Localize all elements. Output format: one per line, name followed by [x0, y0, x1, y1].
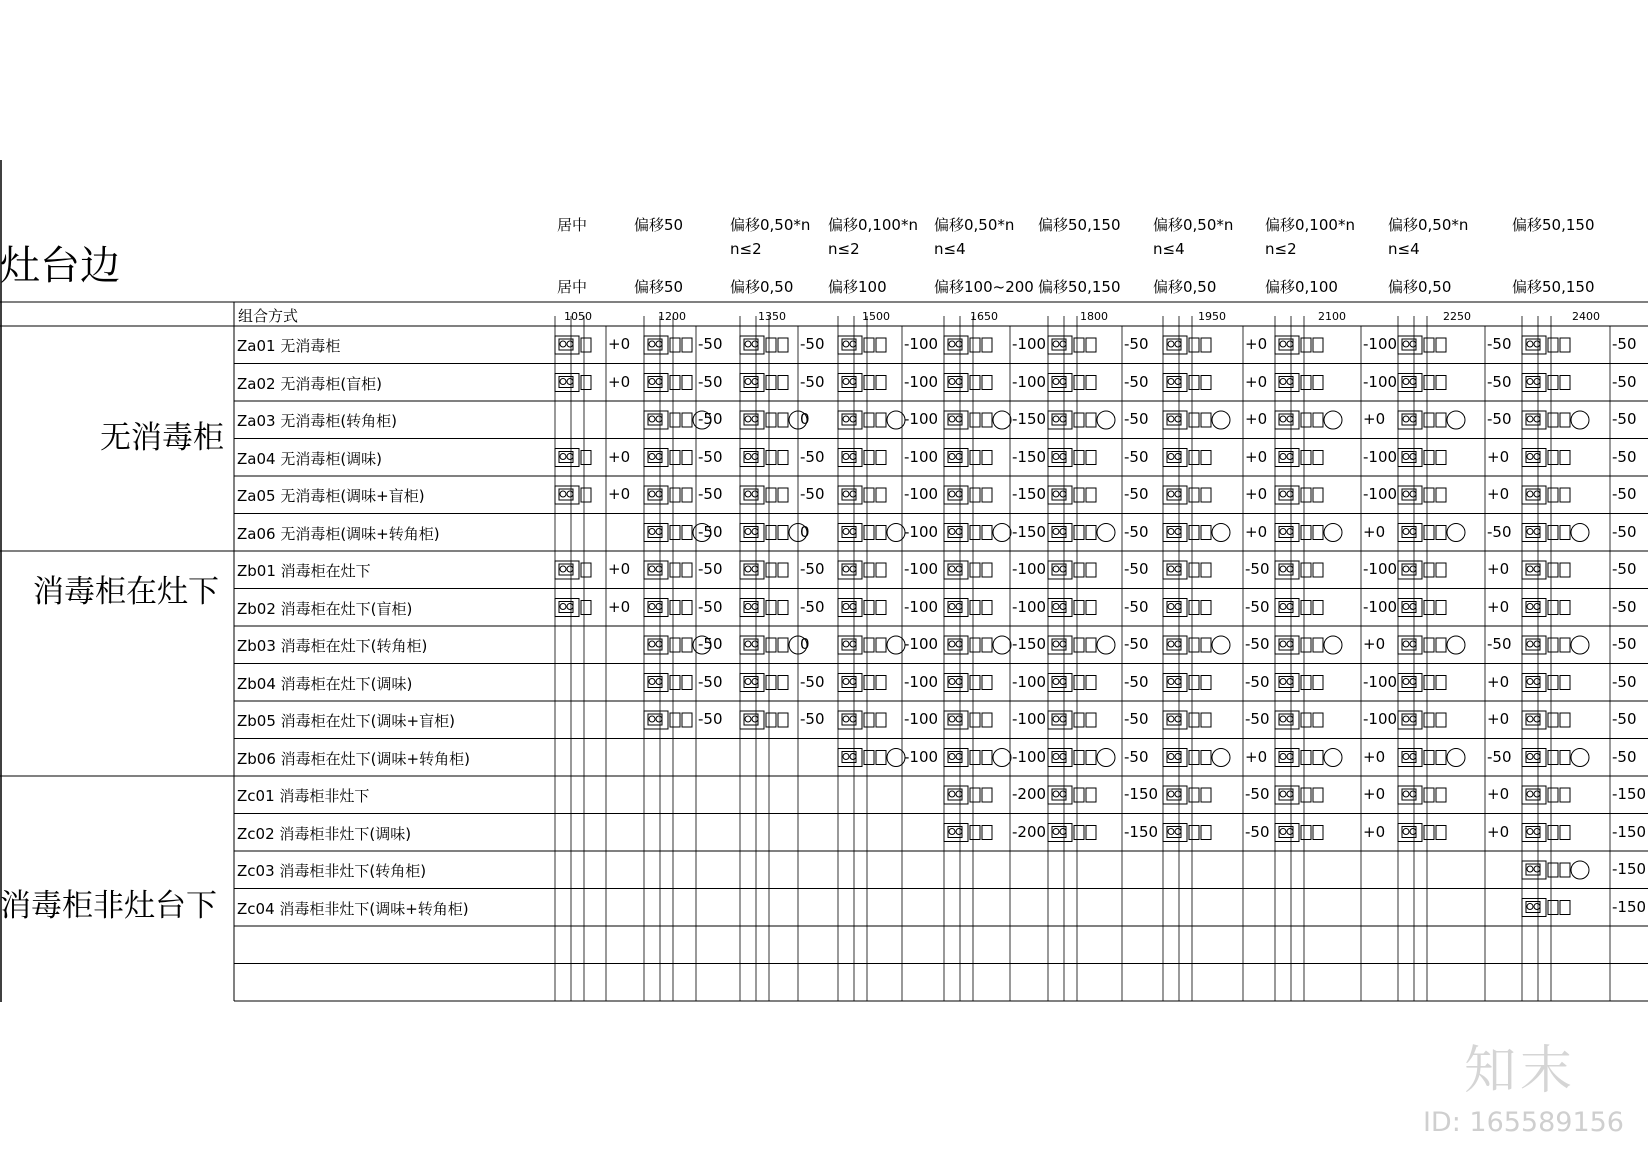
- offset-value: -150: [1012, 522, 1047, 541]
- header-option-short: 偏移50,150: [1038, 278, 1121, 296]
- offset-value: +0: [1245, 410, 1268, 428]
- corner-cabinet-icon: [1097, 524, 1115, 542]
- offset-value: -50: [800, 672, 825, 691]
- offset-value: +0: [608, 485, 631, 503]
- corner-cabinet-icon: [993, 749, 1011, 767]
- offset-value: -50: [1487, 747, 1512, 766]
- corner-cabinet-icon: [1571, 861, 1589, 879]
- corner-cabinet-icon: [1097, 636, 1115, 654]
- row-label: Zb06 消毒柜在灶下(调味+转角柜): [237, 749, 470, 768]
- header-option: 偏移0,50*n: [1153, 216, 1234, 234]
- offset-value: -50: [800, 485, 825, 503]
- offset-value: -150: [1012, 447, 1047, 466]
- width-tick-label: 1200: [658, 310, 686, 323]
- offset-value: -50: [1245, 710, 1270, 728]
- corner-cabinet-icon: [1571, 749, 1589, 767]
- offset-value: -100: [1363, 447, 1398, 466]
- corner-cabinet-icon: [993, 411, 1011, 429]
- width-tick-label: 1500: [862, 310, 890, 323]
- offset-value: -50: [698, 672, 723, 691]
- offset-value: -150: [1012, 485, 1047, 503]
- offset-value: -100: [904, 335, 939, 353]
- offset-value: -100: [904, 372, 939, 391]
- offset-value: -50: [1612, 372, 1637, 391]
- offset-value: -150: [1612, 897, 1647, 916]
- offset-value: -150: [1124, 822, 1159, 841]
- corner-cabinet-icon: [1324, 636, 1342, 654]
- combo-label: 组合方式: [238, 307, 299, 325]
- header-option-short: 偏移0,50: [730, 278, 794, 296]
- offset-value: +0: [1487, 447, 1510, 466]
- corner-cabinet-icon: [1212, 636, 1230, 654]
- row-label: Za01 无消毒柜: [237, 337, 341, 355]
- offset-value: -50: [1487, 335, 1512, 353]
- row-label: Zb05 消毒柜在灶下(调味+盲柜): [237, 712, 455, 730]
- offset-value: +0: [608, 335, 631, 353]
- row-label: Zb02 消毒柜在灶下(盲柜): [237, 599, 413, 618]
- offset-value: -100: [1012, 335, 1047, 353]
- offset-value: -50: [1612, 447, 1637, 466]
- offset-value: 0: [800, 635, 810, 653]
- offset-value: -50: [1124, 635, 1149, 653]
- watermark-logo: 知末: [1463, 1041, 1576, 1101]
- offset-value: -50: [1612, 672, 1637, 691]
- offset-value: -50: [698, 560, 723, 578]
- corner-cabinet-icon: [1097, 749, 1115, 767]
- header-option-limit: n≤2: [828, 240, 860, 258]
- row-label: Zc04 消毒柜非灶下(调味+转角柜): [237, 899, 469, 918]
- offset-value: +0: [608, 597, 631, 616]
- row-label: Zb03 消毒柜在灶下(转角柜): [237, 637, 428, 655]
- offset-value: -50: [1612, 485, 1637, 503]
- offset-value: -50: [800, 597, 825, 616]
- page-title: 灶台边: [0, 243, 120, 289]
- row-label: Za02 无消毒柜(盲柜): [237, 374, 383, 393]
- offset-value: -50: [1124, 710, 1149, 728]
- offset-value: -100: [1363, 710, 1398, 728]
- header-option-short: 偏移0,50: [1153, 278, 1217, 296]
- row-label: Za06 无消毒柜(调味+转角柜): [237, 524, 440, 543]
- offset-value: +0: [1487, 597, 1510, 616]
- offset-value: -50: [1487, 635, 1512, 653]
- corner-cabinet-icon: [1212, 524, 1230, 542]
- offset-value: -100: [1012, 710, 1047, 728]
- offset-value: +0: [1363, 785, 1386, 803]
- corner-cabinet-icon: [1571, 524, 1589, 542]
- offset-value: +0: [608, 447, 631, 466]
- offset-value: -50: [698, 372, 723, 391]
- offset-value: -50: [1124, 410, 1149, 428]
- corner-cabinet-icon: [993, 524, 1011, 542]
- corner-cabinet-icon: [1447, 749, 1465, 767]
- offset-value: -50: [800, 710, 825, 728]
- offset-value: +0: [1245, 522, 1268, 541]
- corner-cabinet-icon: [1571, 411, 1589, 429]
- offset-value: -100: [904, 485, 939, 503]
- corner-cabinet-icon: [1324, 524, 1342, 542]
- offset-value: -150: [1612, 822, 1647, 841]
- corner-cabinet-icon: [1324, 411, 1342, 429]
- corner-cabinet-icon: [1212, 749, 1230, 767]
- header-option: 偏移0,50*n: [1388, 216, 1469, 234]
- offset-value: -100: [1363, 597, 1398, 616]
- corner-cabinet-icon: [993, 636, 1011, 654]
- offset-value: -50: [1612, 597, 1637, 616]
- offset-value: +0: [1487, 560, 1510, 578]
- offset-value: -100: [1012, 560, 1047, 578]
- header-option-short: 偏移0,50: [1388, 278, 1452, 296]
- width-tick-label: 1050: [564, 310, 592, 323]
- offset-value: -50: [698, 597, 723, 616]
- offset-value: -50: [1487, 372, 1512, 391]
- header-option-limit: n≤2: [730, 240, 762, 258]
- offset-value: -100: [904, 522, 939, 541]
- header-option: 偏移0,100*n: [828, 216, 918, 234]
- offset-value: +0: [1245, 447, 1268, 466]
- offset-value: -50: [698, 635, 723, 653]
- corner-cabinet-icon: [1097, 411, 1115, 429]
- offset-value: -200: [1012, 822, 1047, 841]
- offset-value: +0: [1245, 485, 1268, 503]
- offset-value: -100: [1363, 485, 1398, 503]
- offset-value: -100: [904, 672, 939, 691]
- offset-value: -100: [1363, 335, 1398, 353]
- offset-value: -50: [1487, 410, 1512, 428]
- offset-value: -100: [1012, 597, 1047, 616]
- corner-cabinet-icon: [1447, 636, 1465, 654]
- offset-value: -200: [1012, 785, 1047, 803]
- offset-value: -150: [1612, 860, 1647, 878]
- offset-value: -50: [1124, 335, 1149, 353]
- offset-value: -50: [1124, 747, 1149, 766]
- offset-value: -50: [1245, 560, 1270, 578]
- offset-value: -50: [1124, 372, 1149, 391]
- offset-value: -100: [1012, 672, 1047, 691]
- offset-value: +0: [1363, 410, 1386, 428]
- offset-value: -150: [1012, 635, 1047, 653]
- corner-cabinet-icon: [1447, 411, 1465, 429]
- header-option-short: 偏移100: [828, 278, 887, 296]
- offset-value: -50: [1124, 597, 1149, 616]
- offset-value: -150: [1012, 410, 1047, 428]
- row-label: Za03 无消毒柜(转角柜): [237, 412, 398, 430]
- offset-value: -50: [1487, 522, 1512, 541]
- header-option: 偏移50: [634, 216, 684, 234]
- header-option-short: 偏移0,100: [1265, 278, 1338, 296]
- group-label: 消毒柜在灶下: [33, 574, 219, 610]
- header-option: 偏移50,150: [1038, 216, 1121, 234]
- group-label: 消毒柜非灶台下: [0, 888, 217, 924]
- offset-value: -100: [904, 710, 939, 728]
- offset-value: +0: [1363, 747, 1386, 766]
- offset-value: -50: [1245, 822, 1270, 841]
- offset-value: -50: [1245, 785, 1270, 803]
- offset-value: -150: [1124, 785, 1159, 803]
- header-option: 偏移0,50*n: [934, 216, 1015, 234]
- offset-value: -50: [1124, 447, 1149, 466]
- header-option: 居中: [557, 216, 588, 234]
- row-label: Zb04 消毒柜在灶下(调味): [237, 674, 413, 693]
- offset-value: -100: [1363, 560, 1398, 578]
- header-option-limit: n≤4: [1153, 240, 1185, 258]
- row-label: Zb01 消毒柜在灶下: [237, 562, 371, 580]
- header-option: 偏移50,150: [1512, 216, 1595, 234]
- offset-value: +0: [1363, 635, 1386, 653]
- offset-value: -50: [1245, 672, 1270, 691]
- row-label: Zc03 消毒柜非灶下(转角柜): [237, 862, 427, 880]
- offset-value: 0: [800, 410, 810, 428]
- header-option-short: 偏移100~200: [934, 278, 1034, 296]
- offset-value: +0: [1363, 822, 1386, 841]
- offset-value: +0: [1245, 747, 1268, 766]
- offset-value: +0: [1245, 335, 1268, 353]
- offset-value: -50: [1612, 522, 1637, 541]
- header-option: 偏移0,100*n: [1265, 216, 1355, 234]
- offset-value: -100: [904, 597, 939, 616]
- offset-value: -50: [698, 522, 723, 541]
- offset-value: -50: [800, 335, 825, 353]
- offset-value: -50: [1612, 635, 1637, 653]
- width-tick-label: 1950: [1198, 310, 1226, 323]
- offset-value: -50: [1612, 747, 1637, 766]
- offset-value: -50: [698, 447, 723, 466]
- row-label: Za04 无消毒柜(调味): [237, 449, 383, 468]
- offset-value: +0: [1487, 672, 1510, 691]
- offset-value: -50: [698, 485, 723, 503]
- offset-value: 0: [800, 522, 810, 541]
- offset-value: -100: [1363, 372, 1398, 391]
- corner-cabinet-icon: [1571, 636, 1589, 654]
- offset-value: +0: [1487, 710, 1510, 728]
- width-tick-label: 1650: [970, 310, 998, 323]
- offset-value: -100: [904, 560, 939, 578]
- offset-value: -50: [698, 410, 723, 428]
- corner-cabinet-icon: [1447, 524, 1465, 542]
- header-option-limit: n≤4: [1388, 240, 1420, 258]
- row-label: Za05 无消毒柜(调味+盲柜): [237, 487, 425, 505]
- offset-value: -50: [1245, 597, 1270, 616]
- offset-value: -50: [1245, 635, 1270, 653]
- header-option-limit: n≤4: [934, 240, 966, 258]
- header-option-short: 偏移50: [634, 278, 684, 296]
- offset-value: -100: [1363, 672, 1398, 691]
- width-tick-label: 2250: [1443, 310, 1471, 323]
- header-option-short: 偏移50,150: [1512, 278, 1595, 296]
- width-tick-label: 1350: [758, 310, 786, 323]
- offset-value: +0: [1487, 785, 1510, 803]
- offset-value: -50: [698, 710, 723, 728]
- offset-value: -100: [1012, 372, 1047, 391]
- header-option-short: 居中: [557, 278, 588, 296]
- offset-value: +0: [608, 372, 631, 391]
- header-option-limit: n≤2: [1265, 240, 1297, 258]
- offset-value: -50: [1612, 410, 1637, 428]
- width-tick-label: 1800: [1080, 310, 1108, 323]
- offset-value: -50: [698, 335, 723, 353]
- row-label: Zc01 消毒柜非灶下: [237, 787, 370, 805]
- offset-value: -50: [1612, 710, 1637, 728]
- width-tick-label: 2100: [1318, 310, 1346, 323]
- offset-value: -50: [800, 372, 825, 391]
- offset-value: -50: [1612, 560, 1637, 578]
- offset-value: -50: [1124, 485, 1149, 503]
- offset-value: -50: [1124, 672, 1149, 691]
- offset-value: -50: [1124, 560, 1149, 578]
- offset-value: -50: [1612, 335, 1637, 353]
- offset-value: -150: [1612, 785, 1647, 803]
- offset-value: +0: [1363, 522, 1386, 541]
- offset-value: +0: [1245, 372, 1268, 391]
- corner-cabinet-icon: [1324, 749, 1342, 767]
- offset-value: -100: [904, 747, 939, 766]
- corner-cabinet-icon: [1212, 411, 1230, 429]
- header-option: 偏移0,50*n: [730, 216, 811, 234]
- width-tick-label: 2400: [1572, 310, 1600, 323]
- offset-value: -100: [904, 635, 939, 653]
- offset-value: -50: [1124, 522, 1149, 541]
- offset-value: -100: [904, 410, 939, 428]
- offset-value: +0: [1487, 822, 1510, 841]
- offset-value: +0: [608, 560, 631, 578]
- watermark-id: ID: 165589156: [1422, 1107, 1624, 1138]
- offset-value: -100: [1012, 747, 1047, 766]
- group-label: 无消毒柜: [100, 420, 224, 456]
- offset-value: -100: [904, 447, 939, 466]
- offset-value: +0: [1487, 485, 1510, 503]
- offset-value: -50: [800, 447, 825, 466]
- offset-value: -50: [800, 560, 825, 578]
- row-label: Zc02 消毒柜非灶下(调味): [237, 824, 412, 843]
